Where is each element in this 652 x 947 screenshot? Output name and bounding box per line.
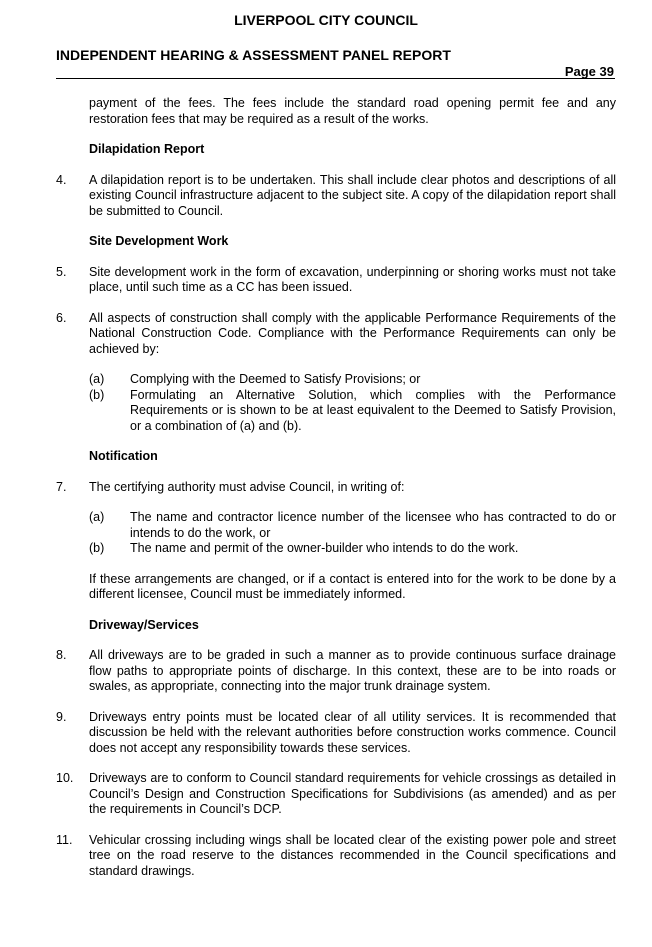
- sub-item-text: The name and permit of the owner-builder who intends to do the work.: [130, 541, 519, 555]
- item-text: Site development work in the form of excavation, underpinning or shoring works must not take place, until such time as a CC has been issued.: [89, 264, 616, 294]
- condition-item: [56, 173, 616, 220]
- condition-item: [56, 311, 616, 358]
- sub-item: [89, 541, 616, 557]
- heading-driveway-services: Driveway/Services: [89, 617, 199, 632]
- item-text: All aspects of construction shall comply with the applicable Performance Requirements of the National Construction Code. Compliance with the Performance Requirements can only be achieved by:: [89, 310, 616, 356]
- sub-item-text: Formulating an Alternative Solution, which complies with the Performance Requirements or is shown to be at least equivalent to the Deemed to Satisfy Provision, or a combination of (a) and (b).: [130, 387, 616, 433]
- header-rule: [56, 78, 615, 79]
- report-body: [56, 96, 616, 894]
- report-title: INDEPENDENT HEARING & ASSESSMENT PANEL REPORT: [56, 47, 451, 63]
- item-number: 6.: [56, 310, 67, 325]
- condition-item: [56, 648, 616, 695]
- sub-item-label: (b): [89, 387, 105, 402]
- sub-item: [89, 372, 616, 388]
- condition-item: [56, 833, 616, 880]
- item-number: 8.: [56, 648, 67, 662]
- heading-notification: Notification: [89, 449, 158, 463]
- sub-item: [89, 510, 616, 541]
- sub-item-text: Complying with the Deemed to Satisfy Provisions; or: [130, 372, 421, 386]
- heading-dilapidation: Dilapidation Report: [89, 142, 205, 156]
- notification-note: If these arrangements are changed, or if a contact is entered into for the work to be done by a different licensee, Council must be immediately informed.: [89, 571, 616, 601]
- page-number: Page 39: [564, 64, 614, 79]
- heading-site-development: Site Development Work: [89, 234, 229, 248]
- sub-item-label: (a): [89, 510, 105, 524]
- item-text: Vehicular crossing including wings shall be located clear of the existing power pole and street tree on the road reserve to the distances recommended in the Council specifications and standard drawings.: [89, 832, 616, 878]
- intro-paragraph: payment of the fees. The fees include the standard road opening permit fee and any restoration fees that may be required as a result of the works.: [89, 96, 616, 126]
- item-text: All driveways are to be graded in such a manner as to provide continuous surface drainage flow paths to appropriate points of discharge. In this context, these are to be into roads or swales, as appropriate, connecting into the major trunk drainage system.: [89, 648, 616, 693]
- item-text: Driveways are to conform to Council standard requirements for vehicle crossings as detailed in Council’s Design and Construction Specifications for Subdivisions (as amended) and as per the requirements in Council’s DCP.: [89, 771, 616, 816]
- item-number: 5.: [56, 264, 67, 279]
- sub-item-label: (b): [89, 541, 105, 555]
- item-number: 9.: [56, 709, 67, 724]
- council-name: LIVERPOOL CITY COUNCIL: [234, 12, 418, 28]
- sub-item-label: (a): [89, 372, 105, 386]
- item-text: Driveways entry points must be located clear of all utility services. It is recommended that discussion be held with the relevant authorities before construction works commence. Council does not accept any responsibility towards these services.: [89, 709, 616, 755]
- condition-item: [56, 710, 616, 757]
- item-number: 4.: [56, 172, 67, 187]
- item-text: The certifying authority must advise Council, in writing of:: [89, 479, 405, 494]
- condition-item: [56, 265, 616, 296]
- sub-item-list: [89, 510, 616, 557]
- sub-item: [89, 388, 616, 435]
- item-number: 10.: [56, 771, 74, 785]
- sub-item-text: The name and contractor licence number of the licensee who has contracted to do or intends to do the work, or: [130, 510, 616, 540]
- item-number: 7.: [56, 479, 67, 494]
- item-text: A dilapidation report is to be undertaken. This shall include clear photos and descriptions of all existing Council infrastructure adjacent to the subject site. A copy of the dilapidation report shall be submitted to Council.: [89, 172, 616, 218]
- sub-item-list: [89, 372, 616, 434]
- condition-item: [56, 771, 616, 818]
- item-number: 11.: [56, 832, 73, 847]
- condition-item: [56, 480, 616, 496]
